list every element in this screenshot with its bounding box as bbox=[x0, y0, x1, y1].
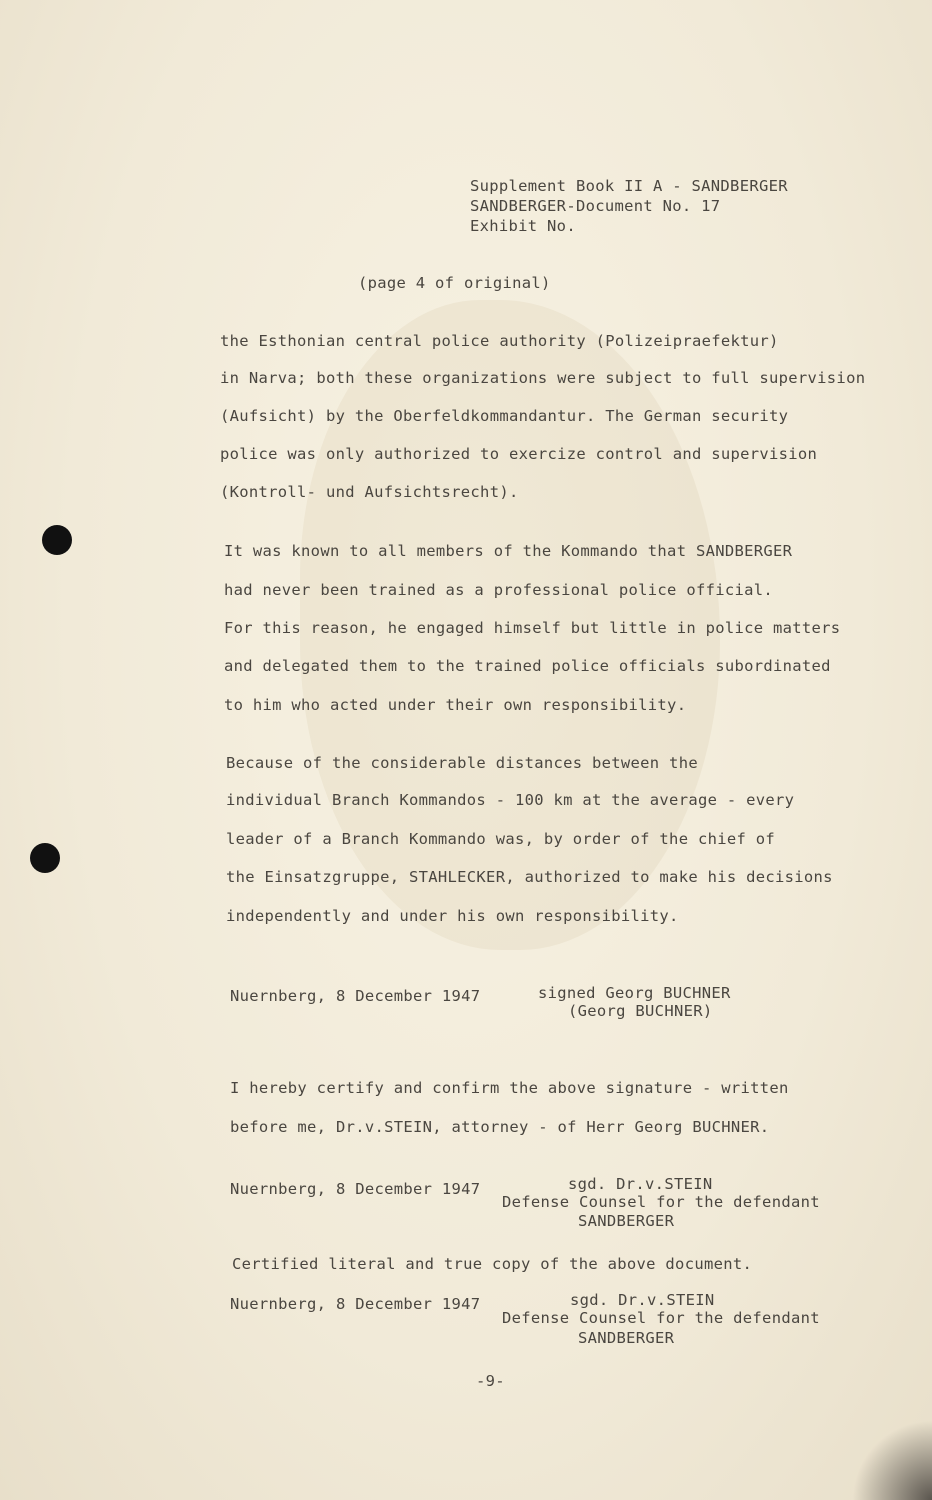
paragraph1-line1: the Esthonian central police authority (Polizeipraefektur) bbox=[220, 332, 779, 350]
signature2-role: Defense Counsel for the defendant bbox=[502, 1193, 820, 1211]
paragraph1-line3: (Aufsicht) by the Oberfeldkommandantur. The German security bbox=[220, 407, 789, 425]
paragraph3-line4: the Einsatzgruppe, STAHLECKER, authorized to make his decisions bbox=[226, 868, 833, 886]
page-of-original: (page 4 of original) bbox=[358, 274, 551, 292]
certification-line1: I hereby certify and confirm the above signature - written bbox=[230, 1079, 789, 1097]
header-exhibit-number: Exhibit No. bbox=[470, 217, 576, 235]
certified-copy-statement: Certified literal and true copy of the above document. bbox=[232, 1255, 753, 1273]
signature2-defendant: SANDBERGER bbox=[578, 1212, 675, 1230]
signature1-name: (Georg BUCHNER) bbox=[568, 1002, 713, 1020]
punch-hole-top bbox=[42, 525, 72, 555]
paragraph1-line4: police was only authorized to exercize control and supervision bbox=[220, 445, 818, 463]
paragraph2-line1: It was known to all members of the Kommando that SANDBERGER bbox=[224, 542, 793, 560]
paragraph1-line5: (Kontroll- und Aufsichtsrecht). bbox=[220, 483, 519, 501]
certification-line2: before me, Dr.v.STEIN, attorney - of Herr Georg BUCHNER. bbox=[230, 1118, 770, 1136]
signature1-signed: signed Georg BUCHNER bbox=[538, 984, 731, 1002]
paragraph3-line2: individual Branch Kommandos - 100 km at the average - every bbox=[226, 791, 795, 809]
header-document-number: SANDBERGER-Document No. 17 bbox=[470, 197, 721, 215]
signature2-signed: sgd. Dr.v.STEIN bbox=[568, 1175, 713, 1193]
signature3-signed: sgd. Dr.v.STEIN bbox=[570, 1291, 715, 1309]
header-supplement-book: Supplement Book II A - SANDBERGER bbox=[470, 177, 788, 195]
paragraph2-line3: For this reason, he engaged himself but little in police matters bbox=[224, 619, 841, 637]
signature3-role: Defense Counsel for the defendant bbox=[502, 1309, 820, 1327]
page-number: -9- bbox=[476, 1372, 505, 1390]
punch-hole-bottom bbox=[30, 843, 60, 873]
signature2-place-date: Nuernberg, 8 December 1947 bbox=[230, 1180, 481, 1198]
signature1-place-date: Nuernberg, 8 December 1947 bbox=[230, 987, 481, 1005]
paragraph3-line5: independently and under his own responsibility. bbox=[226, 907, 679, 925]
paragraph2-line5: to him who acted under their own responsibility. bbox=[224, 696, 687, 714]
paragraph2-line4: and delegated them to the trained police officials subordinated bbox=[224, 657, 831, 675]
signature3-place-date: Nuernberg, 8 December 1947 bbox=[230, 1295, 481, 1313]
signature3-defendant: SANDBERGER bbox=[578, 1329, 675, 1347]
paragraph2-line2: had never been trained as a professional police official. bbox=[224, 581, 774, 599]
paragraph1-line2: in Narva; both these organizations were subject to full supervision bbox=[220, 369, 866, 387]
paragraph3-line1: Because of the considerable distances between the bbox=[226, 754, 698, 772]
paragraph3-line3: leader of a Branch Kommando was, by order of the chief of bbox=[226, 830, 776, 848]
